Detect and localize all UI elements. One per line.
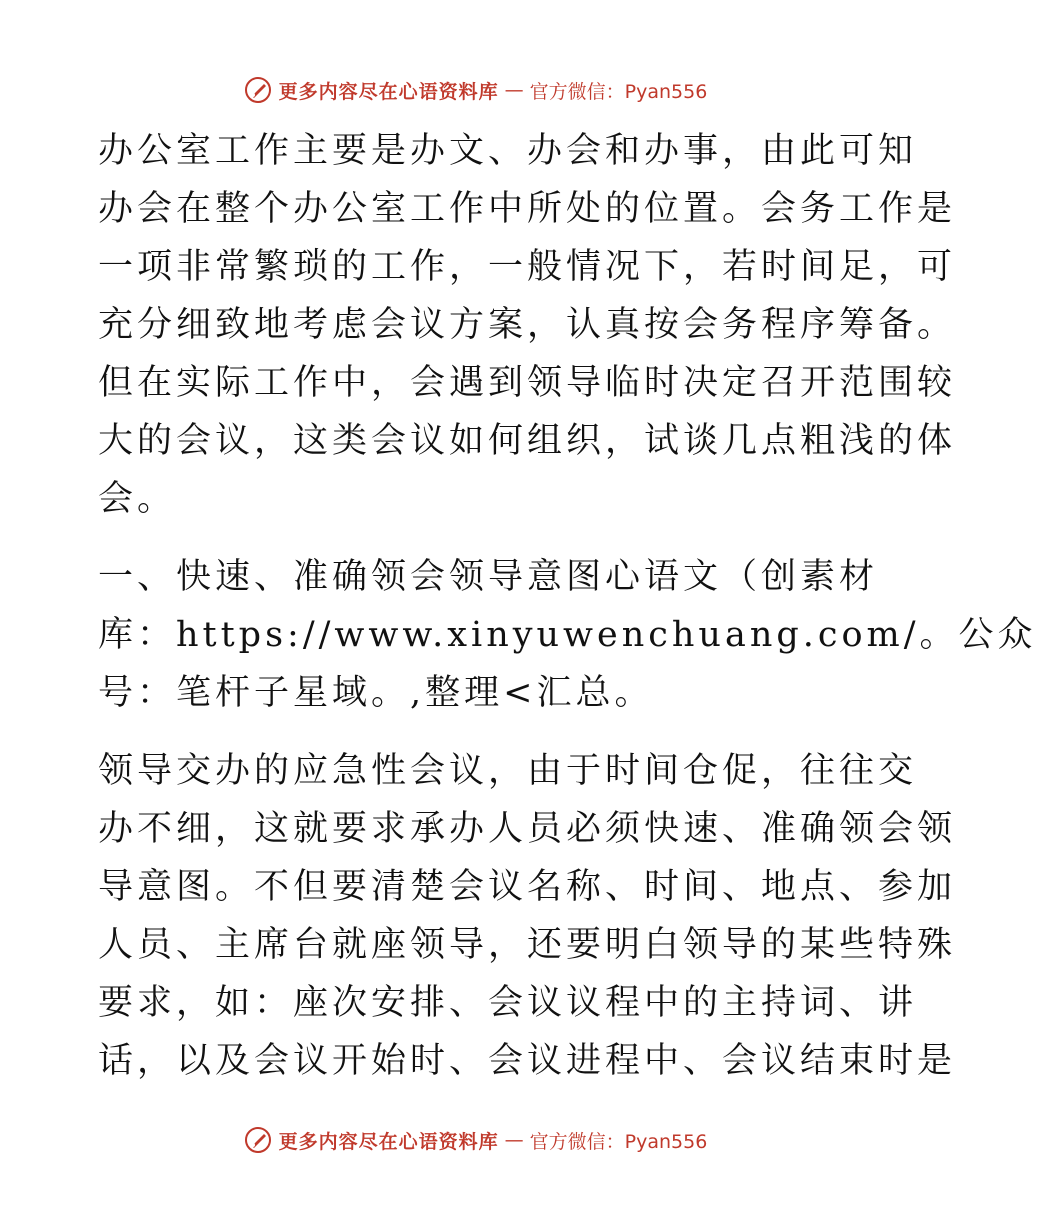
text-line: 导意图。不但要清楚会议名称、时间、地点、参加 xyxy=(98,867,957,907)
text-line: 要求，如：座次安排、会议议程中的主持词、讲 xyxy=(98,983,918,1023)
document-body xyxy=(98,122,1037,1090)
text-line: 大的会议，这类会议如何组织，试谈几点粗浅的体 xyxy=(98,421,957,461)
paragraph-section-heading xyxy=(98,548,1037,722)
text-line: 人员、主席台就座领导，还要明白领导的某些特殊 xyxy=(98,925,957,965)
paragraph-body xyxy=(98,742,957,1090)
quill-logo-icon xyxy=(243,75,273,105)
header-separator: — xyxy=(504,79,524,101)
footer-wechat-text: 官方微信：Pyan556 xyxy=(529,1130,708,1153)
text-line: 号：笔杆子星域。,整理<汇总。 xyxy=(98,673,654,713)
text-line: 会。 xyxy=(98,479,177,519)
footer-banner xyxy=(0,1120,950,1160)
text-line: 但在实际工作中，会遇到领导临时决定召开范围较 xyxy=(98,363,957,403)
text-line: 办不细，这就要求承办人员必须快速、准确领会领 xyxy=(98,809,957,849)
paragraph-intro xyxy=(98,122,957,528)
text-line: 一项非常繁琐的工作，一般情况下，若时间足，可 xyxy=(98,247,957,287)
header-wechat-text: 官方微信：Pyan556 xyxy=(529,80,708,103)
header-banner xyxy=(0,70,950,110)
text-line: 话，以及会议开始时、会议进程中、会议结束时是 xyxy=(98,1041,957,1081)
text-line: 充分细致地考虑会议方案，认真按会务程序筹备。 xyxy=(98,305,957,345)
footer-brand-text: 更多内容尽在心语资料库 xyxy=(278,1130,499,1153)
paragraph-gap xyxy=(98,528,858,548)
quill-logo-icon xyxy=(243,1125,273,1155)
text-line: 办会在整个办公室工作中所处的位置。会务工作是 xyxy=(98,189,957,229)
header-brand-text: 更多内容尽在心语资料库 xyxy=(278,80,499,103)
text-line: 办公室工作主要是办文、办会和办事，由此可知 xyxy=(98,131,918,171)
text-line: 库：https://www.xinyuwenchuang.com/。公众 xyxy=(98,615,1037,655)
text-line: 领导交办的应急性会议，由于时间仓促，往往交 xyxy=(98,751,918,791)
paragraph-gap xyxy=(98,722,858,742)
footer-separator: — xyxy=(504,1129,524,1151)
text-line: 一、快速、准确领会领导意图心语文（创素材 xyxy=(98,557,879,597)
